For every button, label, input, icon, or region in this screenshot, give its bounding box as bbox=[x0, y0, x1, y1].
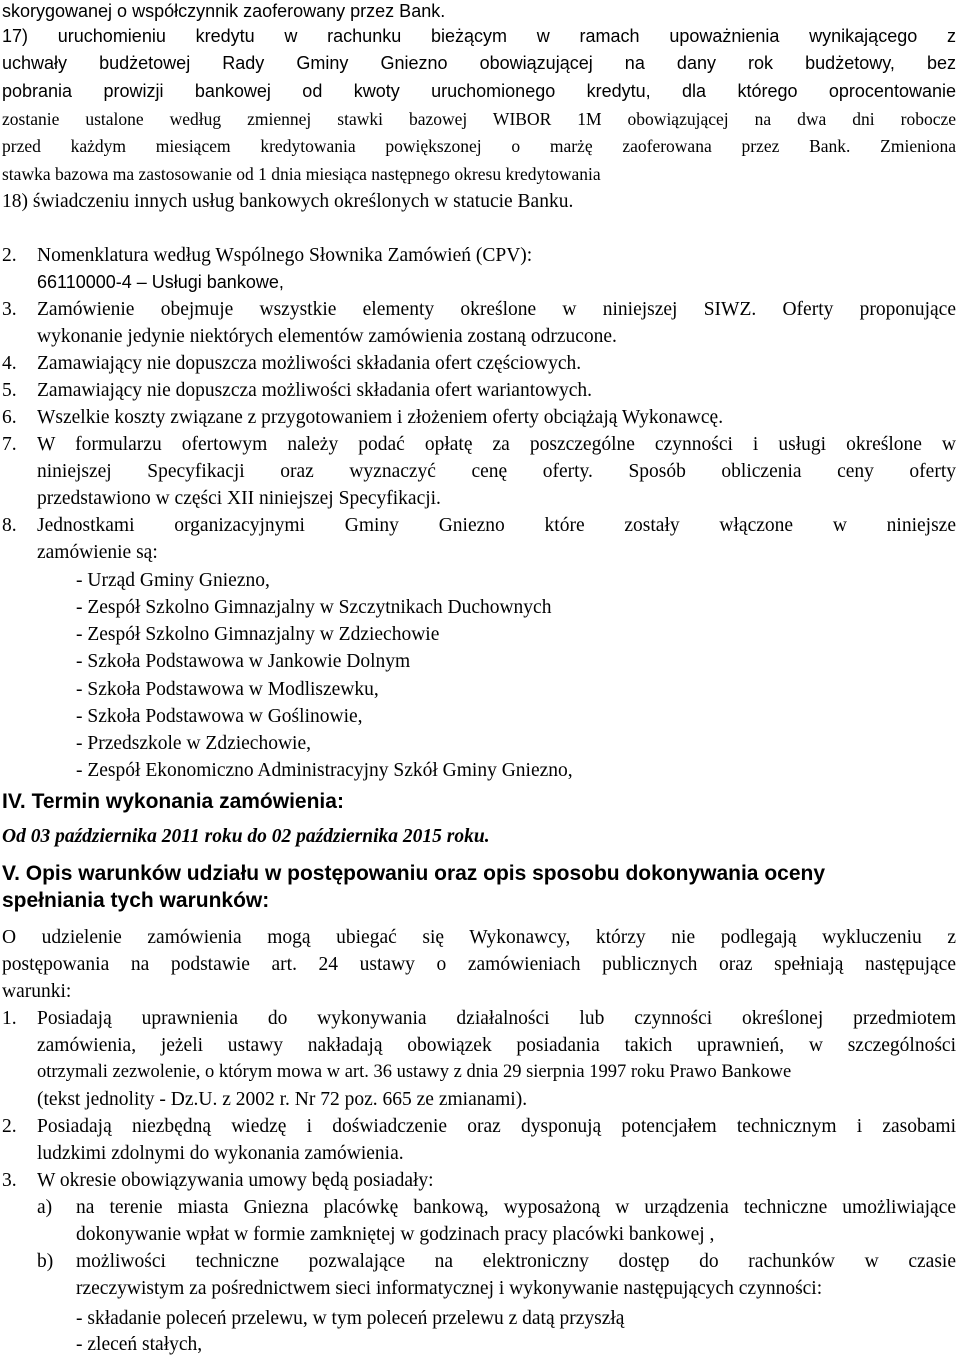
text-line: uchwały budżetowej Rady Gminy Gniezno obowiązującej na dany rok budżetowy, bez bbox=[2, 53, 956, 73]
list-number: 2. bbox=[2, 245, 17, 266]
list-item-text: ludzkimi zdolnymi do wykonania zamówienia. bbox=[37, 1143, 404, 1164]
operation-item: - zleceń stałych, bbox=[76, 1334, 203, 1355]
paragraph-line: postępowania na podstawie art. 24 ustawy o zamówieniach publicznych oraz spełniają następujące bbox=[2, 954, 956, 975]
list-item-text: Zamawiający nie dopuszcza możliwości składania ofert częściowych. bbox=[37, 353, 582, 374]
text-line: przed każdym miesiącem kredytowania powiększonej o marżę zaoferowana przez Bank. Zmieniona bbox=[2, 136, 956, 156]
text-line: zostanie ustalone według zmiennej stawki bazowej WIBOR 1M obowiązującej na dwa dni robocze bbox=[2, 109, 956, 129]
list-number: 7. bbox=[2, 434, 17, 455]
list-item-text: Zamawiający nie dopuszcza możliwości składania ofert wariantowych. bbox=[37, 380, 592, 401]
text-line: 17) uruchomieniu kredytu w rachunku bieżącym w ramach upoważnienia wynikającego z bbox=[2, 26, 956, 46]
list-item-text: Nomenklatura według Wspólnego Słownika Zamówień (CPV): bbox=[37, 245, 533, 266]
section-heading: spełniania tych warunków: bbox=[2, 889, 270, 912]
org-unit-item: - Urząd Gminy Gniezno, bbox=[76, 570, 270, 591]
list-item-text: wykonanie jedynie niektórych elementów zamówienia zostaną odrzucone. bbox=[37, 326, 617, 347]
sublist-letter: a) bbox=[37, 1197, 53, 1218]
list-item-text: 66110000-4 – Usługi bankowe, bbox=[37, 272, 284, 292]
list-number: 8. bbox=[2, 515, 17, 536]
list-item-text: Jednostkami organizacyjnymi Gminy Gniezno które zostały włączone w niniejsze bbox=[37, 515, 956, 536]
text-line: skorygowanej o współczynnik zaoferowany przez Bank. bbox=[2, 1, 446, 21]
org-unit-item: - Szkoła Podstawowa w Jankowie Dolnym bbox=[76, 651, 411, 672]
sublist-item-text: rzeczywistym za pośrednictwem sieci informatycznej i wykonywanie następujących czynności: bbox=[76, 1278, 823, 1299]
list-item-text: Posiadają niezbędną wiedzę i doświadczenie oraz dysponują potencjałem technicznym i zasobami bbox=[37, 1116, 956, 1137]
list-item-text: Wszelkie koszty związane z przygotowaniem i złożeniem oferty obciążają Wykonawcę. bbox=[37, 407, 724, 428]
list-item-text: zamówienia, jeżeli ustawy nakładają obowiązek posiadania takich uprawnień, w szczególności bbox=[37, 1035, 956, 1056]
list-item-text: otrzymali zezwolenie, o którym mowa w art. 36 ustawy z dnia 29 sierpnia 1997 roku Prawo Bankowe bbox=[37, 1062, 792, 1082]
list-item-text: przedstawiono w części XII niniejszej Specyfikacji. bbox=[37, 488, 441, 509]
list-number: 4. bbox=[2, 353, 17, 374]
list-item-text: Posiadają uprawnienia do wykonywania działalności lub czynności określonej przedmiotem bbox=[37, 1008, 956, 1029]
list-number: 6. bbox=[2, 407, 17, 428]
list-item-text: (tekst jednolity - Dz.U. z 2002 r. Nr 72 poz. 665 ze zmianami). bbox=[37, 1089, 528, 1110]
sublist-letter: b) bbox=[37, 1251, 54, 1272]
org-unit-item: - Szkoła Podstawowa w Goślinowie, bbox=[76, 706, 363, 727]
list-item-text: niniejszej Specyfikacji oraz wyznaczyć cenę oferty. Sposób obliczenia ceny oferty bbox=[37, 461, 956, 482]
org-unit-item: - Zespół Szkolno Gimnazjalny w Szczytnikach Duchownych bbox=[76, 597, 552, 618]
list-number: 3. bbox=[2, 1170, 17, 1191]
operation-item: - składanie poleceń przelewu, w tym poleceń przelewu z datą przyszłą bbox=[76, 1308, 625, 1329]
sublist-item-text: na terenie miasta Gniezna placówkę bankową, wyposażoną w urządzenia techniczne umożliwiające bbox=[76, 1197, 956, 1218]
list-item-text: Zamówienie obejmuje wszystkie elementy określone w niniejszej SIWZ. Oferty proponujące bbox=[37, 299, 956, 320]
org-unit-item: - Zespół Ekonomiczno Administracyjny Szkół Gminy Gniezno, bbox=[76, 760, 573, 781]
text-line: stawka bazowa ma zastosowanie od 1 dnia miesiąca następnego okresu kredytowania bbox=[2, 164, 601, 184]
list-item-text: zamówienie są: bbox=[37, 542, 158, 563]
list-number: 3. bbox=[2, 299, 17, 320]
list-item-text: W okresie obowiązywania umowy będą posiadały: bbox=[37, 1170, 434, 1191]
contract-period: Od 03 października 2011 roku do 02 października 2015 roku. bbox=[2, 826, 490, 847]
list-number: 2. bbox=[2, 1116, 17, 1137]
org-unit-item: - Zespół Szkolno Gimnazjalny w Zdziechowie bbox=[76, 624, 440, 645]
section-heading: IV. Termin wykonania zamówienia: bbox=[2, 790, 344, 813]
list-number: 1. bbox=[2, 1008, 17, 1029]
sublist-item-text: możliwości techniczne pozwalające na elektroniczny dostęp do rachunków w czasie bbox=[76, 1251, 956, 1272]
paragraph-line: warunki: bbox=[2, 981, 72, 1002]
text-line: 18) świadczeniu innych usług bankowych określonych w statucie Banku. bbox=[2, 191, 574, 212]
org-unit-item: - Szkoła Podstawowa w Modliszewku, bbox=[76, 679, 379, 700]
sublist-item-text: dokonywanie wpłat w formie zamkniętej w godzinach pracy placówki bankowej , bbox=[76, 1224, 715, 1245]
org-unit-item: - Przedszkole w Zdziechowie, bbox=[76, 733, 311, 754]
text-line: pobrania prowizji bankowej od kwoty uruchomionego kredytu, dla którego oprocentowanie bbox=[2, 81, 956, 101]
paragraph-line: O udzielenie zamówienia mogą ubiegać się Wykonawcy, którzy nie podlegają wykluczeniu z bbox=[2, 927, 956, 948]
section-heading: V. Opis warunków udziału w postępowaniu oraz opis sposobu dokonywania oceny bbox=[2, 862, 826, 885]
list-number: 5. bbox=[2, 380, 17, 401]
list-item-text: W formularzu ofertowym należy podać opłatę za poszczególne czynności i usługi określone w bbox=[37, 434, 956, 455]
